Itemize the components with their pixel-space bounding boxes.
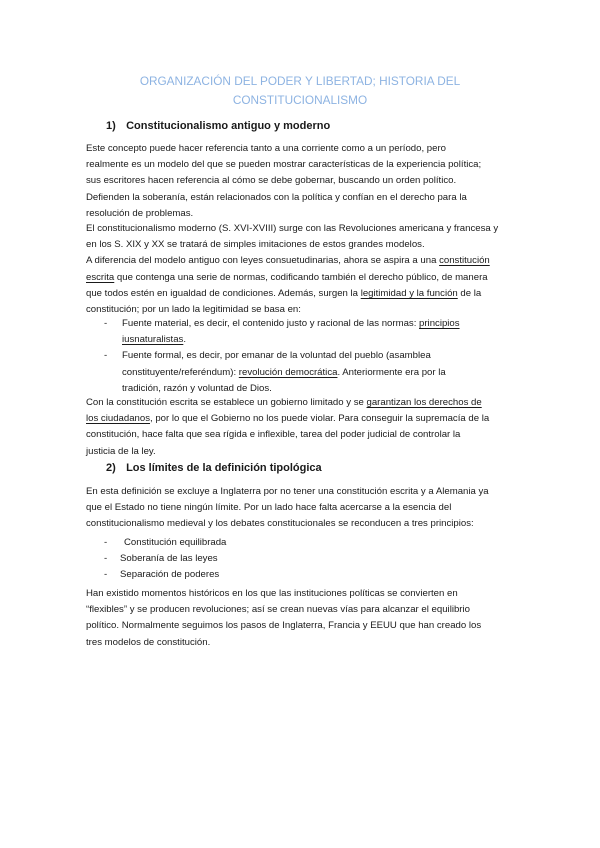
text-run: de la xyxy=(457,287,482,299)
text-run: Con la constitución escrita se establece un gobierno limitado y se xyxy=(86,397,367,408)
text-line: constitucionalismo medieval y los debates constitucionales se reconducen a tres principios: xyxy=(86,518,474,530)
section-1-number: 1) xyxy=(106,120,116,132)
text-line: justicia de la ley. xyxy=(86,445,156,457)
text-line: “flexibles” y se producen revoluciones; así se crean nuevas vías para alcanzar el equilibrio xyxy=(86,604,470,616)
underlined-term: principios xyxy=(419,318,460,329)
text-line: constitución, hace falta que sea rígida e inflexible, tarea del poder judicial de controlar la xyxy=(86,429,461,441)
text-line: realmente es un modelo del que se pueden mostrar características de la experiencia política; xyxy=(86,159,482,171)
text-line: Defienden la soberanía, están relacionados con la política y confían en el derecho para la xyxy=(86,191,467,203)
list-item xyxy=(86,316,516,348)
text-line xyxy=(86,253,516,269)
section-1-heading-text: Constitucionalismo antiguo y moderno xyxy=(126,120,331,132)
text-run: . xyxy=(183,334,186,346)
text-run: . Anteriormente era por la xyxy=(337,366,446,378)
text-line: político. Normalmente seguimos los pasos de Inglaterra, Francia y EEUU que han creado los xyxy=(86,620,482,632)
text-line: El constitucionalismo moderno (S. XVI-XVIII) surge con las Revoluciones americana y francesa y xyxy=(86,223,499,234)
text-line: que el Estado no tiene ningún límite. Por un lado hace falta acercarse a la esencia del xyxy=(86,502,452,514)
section-2-heading xyxy=(106,461,526,476)
underlined-term: iusnaturalistas xyxy=(122,334,184,346)
section-2-heading-text: Los límites de la definición tipológica xyxy=(126,462,322,474)
text-line xyxy=(86,286,516,302)
section-1-heading xyxy=(106,119,526,134)
section-1-paragraph-2 xyxy=(86,221,516,318)
section-2-paragraph-2 xyxy=(86,586,516,651)
text-run: A diferencia del modelo antiguo con leyes consuetudinarias, ahora se aspira a una xyxy=(86,255,440,267)
section-2-number: 2) xyxy=(106,462,116,474)
text-line xyxy=(86,411,516,427)
text-run: que todos estén en igualdad de condiciones. Además, surgen la xyxy=(86,287,361,299)
text-line xyxy=(86,270,516,286)
text-line: constitución; por un lado la legitimidad se basa en: xyxy=(86,304,301,316)
underlined-term: revolución democrática xyxy=(238,366,338,378)
text-line xyxy=(122,332,516,348)
list-item xyxy=(86,348,516,397)
text-run: Fuente material, es decir, el contenido justo y racional de las normas: xyxy=(122,318,420,329)
text-line: Este concepto puede hacer referencia tanto a una corriente como a un período, pero xyxy=(86,143,446,154)
title-line-2: CONSTITUCIONALISMO xyxy=(232,93,368,107)
text-line: - Separación de poderes xyxy=(120,569,220,581)
text-line: - Constitución equilibrada xyxy=(124,537,227,548)
text-line: En esta definición se excluye a Inglaterra por no tener una constitución escrita y a Alemania ya xyxy=(86,486,489,497)
text-line: - Soberanía de las leyes xyxy=(120,553,218,565)
text-line xyxy=(122,365,516,381)
text-run: constituyente/referéndum): xyxy=(122,366,239,378)
text-line xyxy=(122,316,516,332)
underlined-term: escrita xyxy=(86,271,115,283)
underlined-term: los ciudadanos xyxy=(86,413,151,425)
text-line: tres modelos de constitución. xyxy=(86,636,211,648)
text-line xyxy=(86,395,516,411)
list-item xyxy=(86,551,516,567)
text-line: en los S. XIX y XX se tratará de simples imitaciones de estos grandes modelos. xyxy=(86,239,425,251)
document-title xyxy=(110,72,490,110)
legitimacy-list xyxy=(86,316,516,397)
title-line-1: ORGANIZACIÓN DEL PODER Y LIBERTAD; HISTORIA DEL xyxy=(139,74,461,88)
list-item xyxy=(86,535,516,551)
text-line: sus escritores hacen referencia al cómo se debe gobernar, buscando un orden político. xyxy=(86,175,457,187)
text-line: Han existido momentos históricos en los que las instituciones políticas se convierten en xyxy=(86,588,458,599)
text-line: tradición, razón y voluntad de Dios. xyxy=(122,382,272,394)
underlined-term: legitimidad y la función xyxy=(360,287,458,299)
principles-list xyxy=(86,535,516,584)
section-2-paragraph-1 xyxy=(86,484,516,533)
text-line: resolución de problemas. xyxy=(86,207,194,219)
text-run: , por lo que el Gobierno no los puede violar. Para conseguir la supremacía de la xyxy=(150,413,490,425)
text-line: - Fuente formal, es decir, por emanar de la voluntad del pueblo (asamblea xyxy=(122,350,431,362)
text-run: que contenga una serie de normas, codificando también el derecho público, de manera xyxy=(114,271,488,283)
section-1-paragraph-1 xyxy=(86,141,516,222)
section-1-paragraph-3 xyxy=(86,395,516,460)
list-item xyxy=(86,567,516,583)
underlined-term: garantizan los derechos de xyxy=(366,397,482,408)
underlined-term: constitución xyxy=(439,255,490,267)
